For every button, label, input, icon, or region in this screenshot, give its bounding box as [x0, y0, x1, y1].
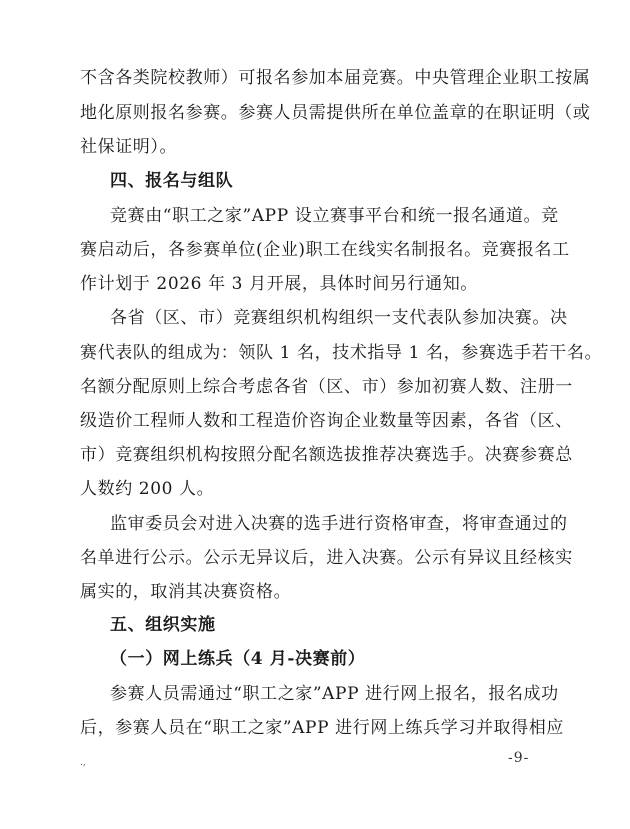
section-heading: 五、组织实施: [110, 615, 216, 635]
paragraph-line: 社保证明）。: [80, 137, 178, 157]
paragraph-line: 市）竞赛组织机构按照分配名额选拔推荐决赛选手。决赛参赛总: [80, 445, 573, 465]
paragraph-line: 竞赛由“职工之家”APP 设立赛事平台和统一报名通道。竞: [110, 206, 559, 226]
subsection-heading: （一）网上练兵（4 月-决赛前）: [110, 649, 366, 669]
paragraph-line: 名额分配原则上综合考虑各省（区、市）参加初赛人数、注册一: [80, 377, 573, 397]
paragraph-line: 名单进行公示。公示无异议后，进入决赛。公示有异议且经核实: [80, 548, 573, 568]
section-heading: 四、报名与组队: [110, 171, 234, 191]
page-number: -9-: [508, 750, 530, 766]
paragraph-line: 后，参赛人员在“职工之家”APP 进行网上练兵学习并取得相应: [80, 718, 564, 738]
footer-mark: .,: [80, 758, 86, 768]
paragraph-line: 作计划于 2026 年 3 月开展，具体时间另行通知。: [80, 274, 478, 294]
paragraph-line: 赛代表队的组成为：领队 1 名，技术指导 1 名，参赛选手若干名。: [80, 343, 603, 363]
paragraph-line: 地化原则报名参赛。参赛人员需提供所在单位盖章的在职证明（或: [80, 103, 591, 123]
paragraph-line: 各省（区、市）竞赛组织机构组织一支代表队参加决赛。决: [110, 308, 568, 328]
paragraph-line: 人数约 200 人。: [80, 479, 215, 499]
paragraph-line: 属实的，取消其决赛资格。: [80, 582, 292, 602]
paragraph-line: 不含各类院校教师）可报名参加本届竞赛。中央管理企业职工按属: [80, 68, 591, 88]
paragraph-line: 赛启动后，各参赛单位(企业)职工在线实名制报名。竞赛报名工: [80, 240, 570, 260]
paragraph-line: 级造价工程师人数和工程造价咨询企业数量等因素，各省（区、: [80, 411, 573, 431]
paragraph-line: 监审委员会对进入决赛的选手进行资格审查，将审查通过的: [110, 514, 568, 534]
paragraph-line: 参赛人员需通过“职工之家”APP 进行网上报名，报名成功: [110, 684, 559, 704]
